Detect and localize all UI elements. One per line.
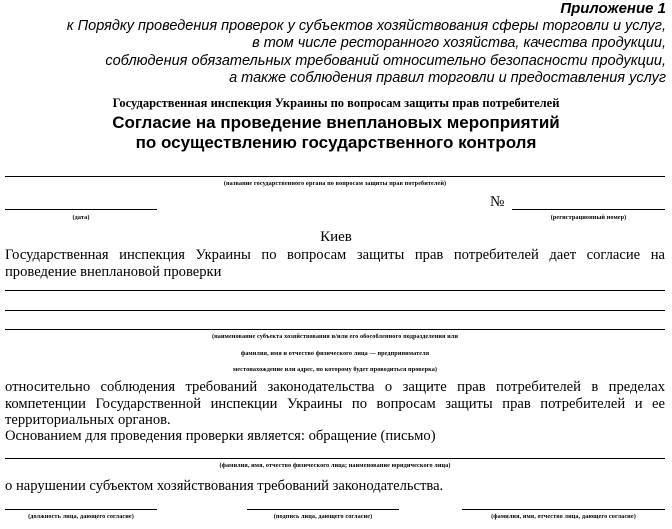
reg-number-line[interactable] [512,209,665,210]
full-name-caption: (фамилия, имя, отчество лица, дающего согласие) [491,513,636,520]
signature-line[interactable] [247,509,399,510]
subject-line-3[interactable] [5,329,665,330]
basis-text: Основанием для проведения проверки является: обращение (письмо) [5,428,436,444]
violation-text: о нарушении субъектом хозяйствования требований законодательства. [5,478,444,494]
agency-name-line[interactable] [5,176,665,177]
title-line-2: по осуществлению государственного контроля [135,133,537,152]
reg-number-caption: (регистрационный номер) [550,214,627,221]
agency-name-caption: (название государственного органа по вопросам защиты прав потребителей) [223,180,447,187]
position-line[interactable] [5,509,157,510]
signature-caption: (подпись лица, дающего согласие) [273,513,373,520]
page-title [0,113,672,153]
subject-line-2[interactable] [5,310,665,311]
position-caption: (должность лица, дающего согласие) [28,513,134,520]
date-caption: (дата) [72,214,90,221]
appendix-title: Приложение 1 [560,0,666,17]
date-line[interactable] [5,209,157,210]
regarding-paragraph: относительно соблюдения требований законодательства о защите прав потребителей в пределах компетенции Государственной инспекции Украины по вопросам защиты прав потребителей и ее территориальных органов. [5,379,665,428]
consent-paragraph: Государственная инспекция Украины по вопросам защиты прав потребителей дает согласие на проведение внеплановой проверки [5,247,665,280]
appeal-line[interactable] [5,458,665,459]
subject-caption-3: местонахождение или адрес, по которому будет проводиться проверка) [232,366,438,373]
appeal-caption: (фамилия, имя, отчество физического лица; наименование юридического лица) [219,462,451,469]
subject-caption-2: фамилия, имя и отчество физического лица — предпринимателя [240,350,430,357]
title-line-1: Согласие на проведение внеплановых мероприятий [112,113,560,132]
agency-heading: Государственная инспекция Украины по вопросам защиты прав потребителей [112,96,560,110]
subject-line-1[interactable] [5,290,665,291]
appendix-line: к Порядку проведения проверок у субъектов хозяйствования сферы торговли и услуг, [66,17,666,34]
full-name-line[interactable] [462,509,665,510]
subject-caption-1: (наименование субъекта хозяйствования и/или его обособленного подразделения или [211,333,459,340]
number-sign: № [490,194,505,210]
appendix-line: а также соблюдения правил торговли и предоставления услуг [229,70,666,86]
appendix-line: в том числе ресторанного хозяйства, качества продукции, [252,35,666,51]
appendix-line: соблюдения обязательных требований относительно безопасности продукции, [105,52,666,69]
city: Киев [320,229,352,245]
appendix-block [67,0,666,88]
